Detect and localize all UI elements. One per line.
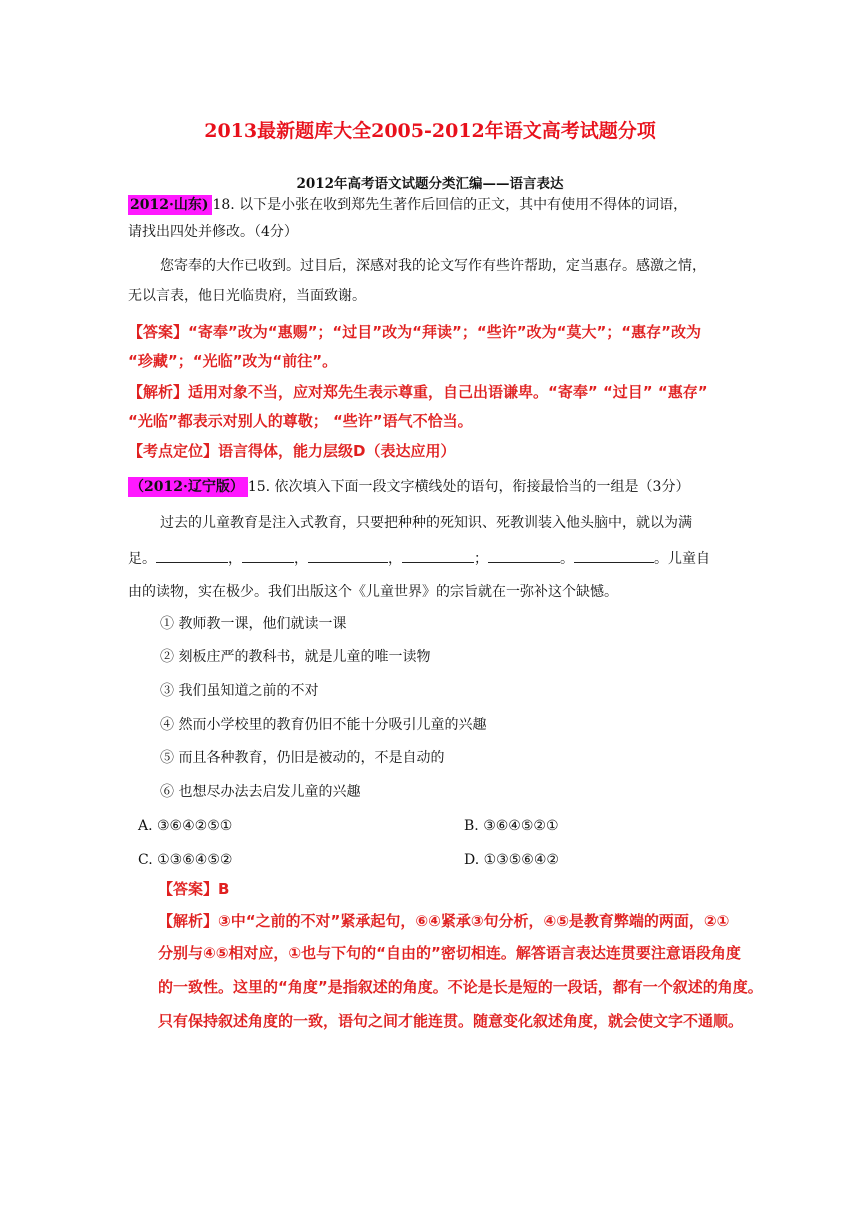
passage-line2: 足。 ， ， ， ； 。 。儿童自 bbox=[128, 548, 710, 569]
passage-line1: 过去的儿童教育是注入式教育，只要把种种的死知识、死教训装入他头脑中，就以为满 bbox=[160, 515, 692, 531]
choice-d: D. ①③⑤⑥④② bbox=[464, 852, 559, 868]
section-subtitle: 2012年高考语文试题分类汇编——语言表达 bbox=[296, 176, 564, 192]
letter-text-line1: 您寄奉的大作已收到。过目后，深感对我的论文写作有些许帮助，定当惠存。感激之情， bbox=[160, 258, 706, 274]
analysis-15-line1: 【解析】③中“之前的不对”紧承起句，⑥④紧承③句分析，④⑤是教育弊端的两面，②① bbox=[158, 912, 730, 930]
choice-a: A. ③⑥④②⑤① bbox=[138, 818, 233, 834]
choice-b: B. ③⑥④⑤②① bbox=[464, 818, 559, 834]
blank-6 bbox=[574, 548, 654, 563]
analysis-15-line2: 分别与④⑤相对应，①也与下句的“自由的”密切相连。解答语言表达连贯要注意语段角度 bbox=[158, 944, 741, 962]
blank-2 bbox=[242, 548, 294, 563]
blank-3 bbox=[308, 548, 388, 563]
option-1: ① 教师教一课，他们就读一课 bbox=[160, 616, 347, 632]
answer-15: 【答案】B bbox=[158, 880, 230, 898]
document-title: 2013最新题库大全2005-2012年语文高考试题分项 bbox=[204, 120, 656, 142]
choice-c: C. ①③⑥④⑤② bbox=[138, 852, 233, 868]
analysis-18-line1: 【解析】适用对象不当，应对郑先生表示尊重，自己出语谦卑。“寄奉” “过目” “惠存” bbox=[128, 383, 708, 401]
question-18-stem-line2: 请找出四处并修改。（4分） bbox=[128, 224, 298, 240]
analysis-15-line3: 的一致性。这里的“角度”是指叙述的角度。不论是长是短的一段话，都有一个叙述的角度。 bbox=[158, 978, 763, 996]
blank-4 bbox=[402, 548, 474, 563]
answer-18-line1: 【答案】“寄奉”改为“惠赐”；“过目”改为“拜读”；“些许”改为“莫大”；“惠存”改为 bbox=[128, 323, 702, 341]
passage-line2-end: 儿童自 bbox=[668, 551, 710, 567]
option-4: ④ 然而小学校里的教育仍旧不能十分吸引儿童的兴趣 bbox=[160, 717, 487, 733]
source-tag-liaoning: （2012·辽宁版） bbox=[128, 477, 248, 497]
option-6: ⑥ 也想尽办法去启发儿童的兴趣 bbox=[160, 784, 361, 800]
question-15-stem-line bbox=[128, 477, 689, 497]
letter-text-line2: 无以言表，他日光临贵府，当面致谢。 bbox=[128, 288, 366, 304]
option-3: ③ 我们虽知道之前的不对 bbox=[160, 683, 319, 699]
analysis-18-line2: “光临”都表示对别人的尊敬； “些许”语气不恰当。 bbox=[128, 412, 473, 430]
source-tag-shandong: 2012·山东) bbox=[128, 195, 212, 215]
blank-5 bbox=[488, 548, 560, 563]
question-15-stem: 15. 依次填入下面一段文字横线处的语句，衔接最恰当的一组是（3分） bbox=[247, 479, 690, 495]
option-2: ② 刻板庄严的教科书，就是儿童的唯一读物 bbox=[160, 649, 431, 665]
knowledge-point: 【考点定位】语言得体，能力层级D（表达应用） bbox=[128, 442, 456, 460]
question-18-stem-line1 bbox=[128, 195, 687, 215]
passage-line2-start: 足。 bbox=[128, 551, 156, 567]
blank-1 bbox=[156, 548, 228, 563]
answer-18-line2: “珍藏”；“光临”改为“前往”。 bbox=[128, 352, 338, 370]
analysis-15-line4: 只有保持叙述角度的一致，语句之间才能连贯。随意变化叙述角度，就会使文字不通顺。 bbox=[158, 1012, 744, 1030]
passage-line3: 由的读物，实在极少。我们出版这个《儿童世界》的宗旨就在一弥补这个缺憾。 bbox=[128, 584, 618, 600]
option-5: ⑤ 而且各种教育，仍旧是被动的，不是自动的 bbox=[160, 750, 445, 766]
question-18-stem: 18. 以下是小张在收到郑先生著作后回信的正文，其中有使用不得体的词语， bbox=[212, 197, 688, 213]
